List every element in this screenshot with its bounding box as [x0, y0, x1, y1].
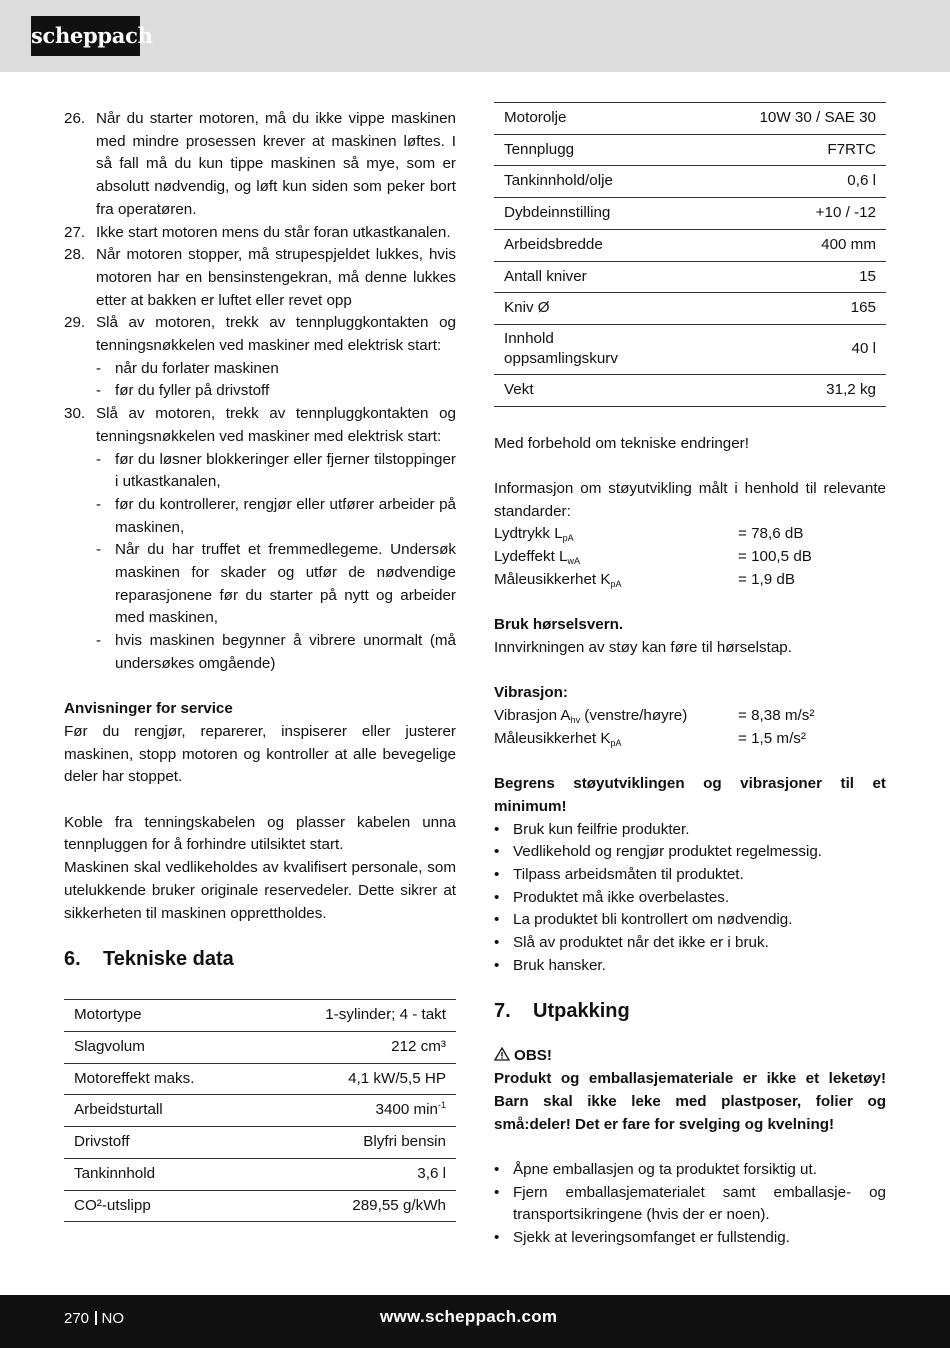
table-value: 3,6 l — [260, 1158, 456, 1190]
list-item-text: Bruk kun feilfrie produkter. — [513, 820, 690, 838]
table-row — [64, 1031, 456, 1063]
table-value: +10 / -12 — [654, 198, 886, 230]
sub-item-text: hvis maskinen begynner å vibrere unormalt (må undersøkes omgående) — [115, 632, 456, 672]
list-item-text: Tilpass arbeidsmåten til produktet. — [513, 865, 744, 883]
table-value: 15 — [654, 261, 886, 293]
service-heading: Anvisninger for service — [64, 700, 233, 718]
section-title — [64, 945, 456, 973]
table-row — [64, 1000, 456, 1032]
bullet-marker: • — [494, 956, 500, 974]
warning-text: Produkt og emballasjemateriale er ikke et leketøy! Barn skal ikke leke med plastposer, folier og små:deler! Det er fare for svelging og kvelning! — [494, 1070, 886, 1133]
table-row — [494, 374, 886, 406]
hearing-heading: Bruk hørselsvern. — [494, 616, 624, 634]
list-item — [494, 955, 886, 978]
table-row — [64, 1158, 456, 1190]
bullet-marker: • — [494, 1160, 500, 1178]
vibration-label: Vibrasjon $A_{hv}$ (venstre/høyre) — [494, 707, 688, 726]
sub-list-item — [96, 539, 456, 630]
list-item — [494, 1227, 886, 1250]
section-number: 6. — [64, 948, 81, 971]
table-row — [494, 324, 886, 374]
table-key: Tennplugg — [494, 134, 654, 166]
table-value: 289,55 g/kWh — [260, 1190, 456, 1222]
item-number: 26. — [64, 110, 86, 127]
dash-marker: - — [96, 450, 102, 468]
tech-data-table-continued — [494, 102, 886, 407]
sub-list-item — [96, 380, 456, 403]
table-value: 1-sylinder; 4 - takt — [260, 1000, 456, 1032]
table-key: Motorolje — [494, 103, 654, 135]
page-header — [0, 0, 950, 72]
table-key: Arbeidsbredde — [494, 229, 654, 261]
list-item-text: Bruk hansker. — [513, 956, 606, 974]
vibration-heading: Vibrasjon: — [494, 684, 568, 702]
noise-row — [494, 546, 886, 569]
warning-label: OBS! — [514, 1047, 552, 1065]
table-key: Arbeidsturtall — [64, 1095, 260, 1127]
website-link[interactable]: www.scheppach.com — [380, 1307, 558, 1326]
dash-marker: - — [96, 541, 102, 559]
noise-value: = 78,6 dB — [738, 525, 804, 543]
sub-item-text: før du fyller på drivstoff — [115, 382, 270, 400]
page-number: 270 NO — [64, 1310, 125, 1327]
item-text: Når du starter motoren, må du ikke vippe maskinen med mindre prosessen krever at maskinen løftes. I så fall må du kun tippe maskinen så mye, som er absolutt nødvendig, og løft kun siden som peker bort fra operatøren. — [96, 110, 456, 218]
section-title-text: Tekniske data — [103, 948, 234, 971]
item-text: Ikke start motoren mens du står foran utkastkanalen. — [96, 223, 451, 241]
list-item — [494, 864, 886, 887]
table-row — [494, 293, 886, 325]
table-key: Tankinnhold/olje — [494, 166, 654, 198]
service-paragraph: Koble fra tenningskabelen og plasser kabelen unna tennpluggen for å forhindre utilsiktet start. — [64, 813, 456, 854]
list-item-text: Vedlikehold og rengjør produktet regelmessig. — [513, 843, 822, 861]
table-row — [494, 198, 886, 230]
list-item — [64, 244, 456, 312]
right-column — [494, 102, 886, 1250]
divider — [95, 1311, 97, 1325]
service-paragraph: Maskinen skal vedlikeholdes av kvalifisert personale, som utelukkende bruker originale reservedeler. Dette sikrer at sikkerheten til maskinen opprettholdes. — [64, 859, 456, 922]
table-value: 165 — [654, 293, 886, 325]
bullet-marker: • — [494, 820, 500, 838]
table-value: 3400 $\min^{-1}$ — [260, 1095, 456, 1127]
hearing-text: Innvirkningen av støy kan føre til hørselstap. — [494, 638, 792, 656]
list-item — [494, 887, 886, 910]
sub-list-item — [96, 630, 456, 675]
list-item-text: La produktet bli kontrollert om nødvendig. — [513, 911, 793, 929]
noise-row — [494, 569, 886, 592]
list-item — [494, 841, 886, 864]
noise-label: Lydtrykk $L_{pA}$ — [494, 525, 574, 544]
sub-item-text: Når du har truffet et fremmedlegeme. Undersøk maskinen for skader og utfør de nødvendige reparasjonene før du starter på nytt og arbeider med maskinen, — [115, 541, 456, 627]
list-item — [64, 312, 456, 357]
dash-marker: - — [96, 359, 102, 377]
table-row — [64, 1063, 456, 1095]
dash-marker: - — [96, 632, 102, 650]
noise-value: = 1,9 dB — [738, 570, 795, 588]
section-title-text: Utpakking — [533, 1000, 630, 1023]
table-key: Drivstoff — [64, 1127, 260, 1159]
noise-label: Måleusikkerhet $K_{pA}$ — [494, 570, 622, 589]
language-code: NO — [101, 1310, 125, 1327]
warning-icon — [494, 1047, 510, 1061]
tech-data-table — [64, 999, 456, 1222]
noise-intro: Informasjon om støyutvikling målt i henhold til relevante standarder: — [494, 480, 886, 520]
table-key: Kniv Ø — [494, 293, 654, 325]
table-value: 31,2 kg — [654, 374, 886, 406]
table-key: Motoreffekt maks. — [64, 1063, 260, 1095]
sub-item-text: før du løsner blokkeringer eller fjerner tilstoppinger i utkastkanalen, — [115, 450, 456, 491]
reservation-note: Med forbehold om tekniske endringer! — [494, 434, 749, 452]
item-text: Slå av motoren, trekk av tennpluggkontakten og tenningsnøkkelen ved maskiner med elektrisk start: — [96, 314, 456, 355]
list-item — [494, 909, 886, 932]
table-row — [494, 166, 886, 198]
vibration-value: = 8,38 m/s² — [738, 707, 815, 725]
table-row — [494, 134, 886, 166]
table-value: 400 mm — [654, 229, 886, 261]
section-title — [494, 997, 886, 1025]
table-key: Slagvolum — [64, 1031, 260, 1063]
warning-heading — [494, 1045, 886, 1068]
list-item-text: Produktet må ikke overbelastes. — [513, 888, 730, 906]
table-value: 212 cm³ — [260, 1031, 456, 1063]
sub-list-item — [96, 358, 456, 381]
bullet-marker: • — [494, 888, 500, 906]
sub-item-text: når du forlater maskinen — [115, 359, 279, 377]
list-item — [494, 819, 886, 842]
list-item — [494, 932, 886, 955]
table-value: 40 l — [654, 324, 886, 374]
vibration-value: = 1,5 m/s² — [738, 729, 806, 747]
table-key: Innhold oppsamlingskurv — [494, 324, 654, 374]
brand-logo: scheppach — [31, 16, 140, 56]
item-text: Når motoren stopper, må strupespjeldet lukkes, hvis motoren har en bensinstengekran, må denne lukkes etter at bakken er luftet eller revet opp — [96, 246, 456, 309]
sub-list-item — [96, 494, 456, 539]
list-item-text: Fjern emballasjematerialet samt emballasje- og transportsikringene (hvis der er noen). — [513, 1183, 886, 1224]
noise-value: = 100,5 dB — [738, 548, 812, 566]
sub-item-text: før du kontrollerer, rengjør eller utfører arbeider på maskinen, — [115, 495, 456, 536]
list-item — [494, 1159, 886, 1182]
table-key: Vekt — [494, 374, 654, 406]
list-item-text: Sjekk at leveringsomfanget er fullstendig. — [513, 1229, 790, 1247]
list-item — [64, 403, 456, 448]
table-row — [494, 103, 886, 135]
vibration-label: Måleusikkerhet $K_{pA}$ — [494, 729, 622, 748]
item-number: 27. — [64, 223, 86, 241]
item-number: 29. — [64, 314, 86, 332]
bullet-marker: • — [494, 1229, 500, 1247]
table-value: Blyfri bensin — [260, 1127, 456, 1159]
table-row — [494, 261, 886, 293]
item-text: Slå av motoren, trekk av tennpluggkontakten og tenningsnøkkelen ved maskiner med elektrisk start: — [96, 405, 456, 445]
list-item-text: Slå av produktet når det ikke er i bruk. — [513, 934, 769, 952]
page-footer — [0, 1295, 950, 1348]
item-number: 28. — [64, 246, 86, 264]
table-row — [64, 1095, 456, 1127]
table-key: Dybdeinnstilling — [494, 198, 654, 230]
dash-marker: - — [96, 495, 102, 513]
table-value: F7RTC — [654, 134, 886, 166]
table-value: 4,1 kW/5,5 HP — [260, 1063, 456, 1095]
table-value: 10W 30 / SAE 30 — [654, 103, 886, 135]
list-item — [494, 1182, 886, 1227]
noise-label: Lydeffekt $L_{wA}$ — [494, 548, 580, 567]
bullet-marker: • — [494, 1183, 500, 1201]
vibration-row — [494, 705, 886, 728]
bullet-marker: • — [494, 934, 500, 952]
table-key: Antall kniver — [494, 261, 654, 293]
dash-marker: - — [96, 382, 102, 400]
bullet-marker: • — [494, 865, 500, 883]
service-paragraph: Før du rengjør, reparerer, inspiserer eller justerer maskinen, stopp motoren og kontroller at alle bevegelige deler har stoppet. — [64, 722, 456, 786]
list-item-text: Åpne emballasjen og ta produktet forsiktig ut. — [513, 1160, 817, 1178]
list-item — [64, 108, 456, 222]
table-row — [64, 1190, 456, 1222]
sub-list-item — [96, 449, 456, 494]
bullet-marker: • — [494, 911, 500, 929]
table-key: Tankinnhold — [64, 1158, 260, 1190]
noise-row — [494, 523, 886, 546]
left-column — [64, 108, 456, 1222]
limit-heading: Begrens støyutviklingen og vibrasjoner til et minimum! — [494, 775, 886, 815]
vibration-row — [494, 728, 886, 751]
table-key: Motortype — [64, 1000, 260, 1032]
table-value: 0,6 l — [654, 166, 886, 198]
table-row — [494, 229, 886, 261]
table-key: CO²-utslipp — [64, 1190, 260, 1222]
section-number: 7. — [494, 1000, 511, 1023]
bullet-marker: • — [494, 843, 500, 861]
item-number: 30. — [64, 405, 86, 423]
table-row — [64, 1127, 456, 1159]
list-item — [64, 222, 456, 245]
